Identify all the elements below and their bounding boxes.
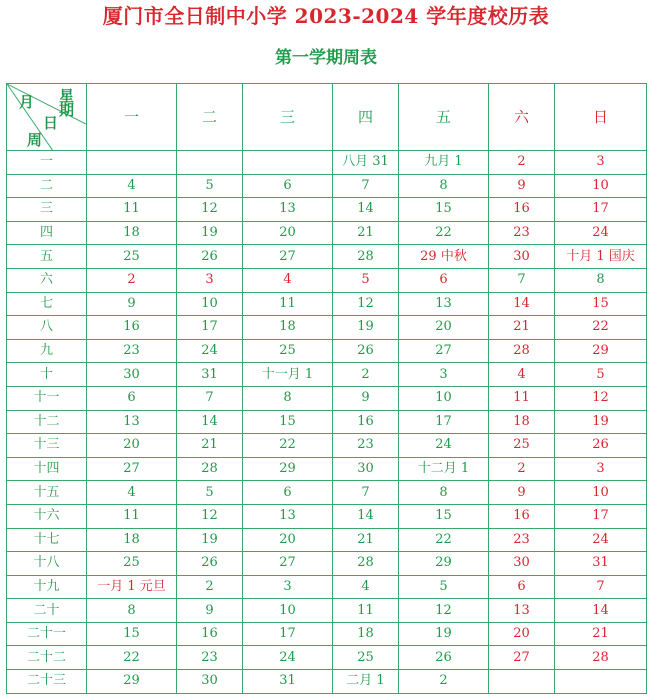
week-row	[7, 457, 647, 481]
day-cell: 3	[243, 575, 333, 599]
week-row	[7, 528, 647, 552]
day-cell: 7	[333, 174, 399, 198]
day-cell: 24	[555, 221, 647, 245]
day-cell: 19	[333, 316, 399, 340]
day-cell: 2	[489, 457, 555, 481]
day-cell: 25	[87, 552, 177, 576]
week-number-cell: 二十二	[7, 646, 87, 670]
day-cell: 19	[177, 528, 243, 552]
day-cell: 13	[243, 198, 333, 222]
day-cell: 22	[87, 646, 177, 670]
day-cell: 9	[87, 292, 177, 316]
day-cell: 9	[177, 599, 243, 623]
day-cell: 19	[555, 410, 647, 434]
day-cell: 18	[333, 622, 399, 646]
week-row	[7, 552, 647, 576]
day-cell: 12	[177, 504, 243, 528]
day-cell: 8	[243, 386, 333, 410]
day-cell: 28	[489, 339, 555, 363]
day-cell: 26	[555, 434, 647, 458]
day-cell: 11	[489, 386, 555, 410]
weekly-calendar-table	[6, 83, 647, 694]
week-row	[7, 198, 647, 222]
day-cell: 13	[87, 410, 177, 434]
week-row	[7, 434, 647, 458]
day-cell: 8	[399, 174, 489, 198]
day-cell: 5	[177, 174, 243, 198]
day-cell: 28	[333, 245, 399, 269]
day-cell: 3	[177, 268, 243, 292]
day-cell: 14	[489, 292, 555, 316]
day-cell: 6	[489, 575, 555, 599]
day-cell: 3	[555, 457, 647, 481]
day-cell: 27	[399, 339, 489, 363]
day-cell: 5	[555, 363, 647, 387]
week-number-cell: 二	[7, 174, 87, 198]
day-cell	[87, 151, 177, 175]
day-cell: 21	[177, 434, 243, 458]
day-cell: 10	[177, 292, 243, 316]
week-number-cell: 六	[7, 268, 87, 292]
week-row	[7, 504, 647, 528]
day-cell: 25	[333, 646, 399, 670]
day-cell: 10	[399, 386, 489, 410]
day-cell: 22	[399, 221, 489, 245]
day-cell: 31	[243, 670, 333, 694]
week-number-cell: 二十三	[7, 670, 87, 694]
day-cell: 29	[87, 670, 177, 694]
day-cell: 4	[333, 575, 399, 599]
day-cell: 27	[489, 646, 555, 670]
corner-label-day: 日	[43, 114, 59, 132]
header-row	[7, 84, 647, 151]
day-cell: 16	[177, 622, 243, 646]
day-cell: 9	[333, 386, 399, 410]
week-row	[7, 245, 647, 269]
day-cell: 16	[333, 410, 399, 434]
day-cell: 6	[87, 386, 177, 410]
corner-label-week: 周	[27, 131, 43, 149]
day-cell: 9	[489, 481, 555, 505]
day-cell: 25	[243, 339, 333, 363]
day-cell: 5	[177, 481, 243, 505]
day-cell: 24	[399, 434, 489, 458]
day-cell: 23	[333, 434, 399, 458]
day-cell: 4	[243, 268, 333, 292]
day-cell: 4	[489, 363, 555, 387]
weekday-header-fri: 五	[399, 84, 489, 151]
day-cell: 22	[399, 528, 489, 552]
day-cell: 28	[177, 457, 243, 481]
day-cell: 23	[489, 528, 555, 552]
day-cell: 17	[243, 622, 333, 646]
week-number-cell: 十七	[7, 528, 87, 552]
day-cell: 13	[399, 292, 489, 316]
day-cell: 26	[333, 339, 399, 363]
day-cell	[489, 670, 555, 694]
day-cell: 5	[333, 268, 399, 292]
day-cell: 二月 1	[333, 670, 399, 694]
semester-subtitle: 第一学期周表	[275, 48, 377, 68]
weekday-header-wed: 三	[243, 84, 333, 151]
day-cell: 21	[333, 221, 399, 245]
day-cell: 30	[333, 457, 399, 481]
week-number-cell: 十	[7, 363, 87, 387]
day-cell: 2	[177, 575, 243, 599]
day-cell: 6	[399, 268, 489, 292]
day-cell	[555, 670, 647, 694]
week-row	[7, 174, 647, 198]
day-cell: 14	[177, 410, 243, 434]
week-row	[7, 221, 647, 245]
day-cell: 一月 1 元旦	[87, 575, 177, 599]
day-cell: 13	[243, 504, 333, 528]
day-cell: 15	[399, 198, 489, 222]
day-cell: 18	[243, 316, 333, 340]
day-cell: 20	[243, 221, 333, 245]
week-row	[7, 599, 647, 623]
week-row	[7, 670, 647, 694]
day-cell: 18	[489, 410, 555, 434]
day-cell: 14	[333, 504, 399, 528]
corner-header-cell	[7, 84, 87, 151]
day-cell: 十月 1 国庆	[555, 245, 647, 269]
day-cell: 30	[87, 363, 177, 387]
day-cell: 23	[87, 339, 177, 363]
week-number-cell: 十六	[7, 504, 87, 528]
day-cell: 21	[555, 622, 647, 646]
day-cell: 11	[243, 292, 333, 316]
week-number-cell: 七	[7, 292, 87, 316]
day-cell: 2	[87, 268, 177, 292]
day-cell: 26	[177, 552, 243, 576]
day-cell: 29	[243, 457, 333, 481]
day-cell: 3	[555, 151, 647, 175]
day-cell: 11	[87, 198, 177, 222]
day-cell: 15	[87, 622, 177, 646]
day-cell: 30	[489, 552, 555, 576]
day-cell: 6	[243, 174, 333, 198]
day-cell: 28	[555, 646, 647, 670]
week-row	[7, 386, 647, 410]
day-cell: 24	[243, 646, 333, 670]
day-cell: 7	[555, 575, 647, 599]
day-cell: 3	[399, 363, 489, 387]
day-cell: 7	[333, 481, 399, 505]
day-cell: 十二月 1	[399, 457, 489, 481]
day-cell: 23	[177, 646, 243, 670]
day-cell: 7	[177, 386, 243, 410]
day-cell: 20	[243, 528, 333, 552]
day-cell: 26	[177, 245, 243, 269]
day-cell: 31	[177, 363, 243, 387]
day-cell: 27	[243, 245, 333, 269]
day-cell: 17	[177, 316, 243, 340]
week-row	[7, 151, 647, 175]
day-cell: 24	[555, 528, 647, 552]
day-cell: 13	[489, 599, 555, 623]
day-cell: 9	[489, 174, 555, 198]
day-cell: 12	[399, 599, 489, 623]
day-cell: 11	[87, 504, 177, 528]
day-cell: 29	[555, 339, 647, 363]
day-cell: 22	[243, 434, 333, 458]
day-cell: 2	[333, 363, 399, 387]
week-row	[7, 575, 647, 599]
day-cell: 10	[243, 599, 333, 623]
day-cell: 19	[399, 622, 489, 646]
day-cell: 22	[555, 316, 647, 340]
day-cell: 27	[87, 457, 177, 481]
day-cell: 21	[489, 316, 555, 340]
day-cell: 20	[489, 622, 555, 646]
calendar-title: 厦门市全日制中小学 2023-2024 学年度校历表	[102, 4, 550, 28]
weekday-header-sun: 日	[555, 84, 647, 151]
week-row	[7, 316, 647, 340]
day-cell: 25	[489, 434, 555, 458]
day-cell: 5	[399, 575, 489, 599]
day-cell: 12	[333, 292, 399, 316]
day-cell: 8	[399, 481, 489, 505]
day-cell: 12	[555, 386, 647, 410]
day-cell: 27	[243, 552, 333, 576]
week-number-cell: 一	[7, 151, 87, 175]
day-cell: 26	[399, 646, 489, 670]
corner-label-xing: 星	[58, 87, 74, 105]
week-row	[7, 410, 647, 434]
week-number-cell: 十八	[7, 552, 87, 576]
day-cell	[243, 151, 333, 175]
day-cell: 2	[489, 151, 555, 175]
weekday-header-mon: 一	[87, 84, 177, 151]
week-number-cell: 十三	[7, 434, 87, 458]
day-cell: 29	[399, 552, 489, 576]
day-cell: 19	[177, 221, 243, 245]
day-cell: 18	[87, 528, 177, 552]
week-row	[7, 622, 647, 646]
day-cell: 八月 31	[333, 151, 399, 175]
day-cell: 21	[333, 528, 399, 552]
day-cell: 17	[555, 504, 647, 528]
day-cell: 30	[489, 245, 555, 269]
week-number-cell: 十一	[7, 386, 87, 410]
day-cell: 8	[87, 599, 177, 623]
day-cell: 10	[555, 481, 647, 505]
day-cell: 28	[333, 552, 399, 576]
corner-label-qi: 期	[58, 101, 74, 119]
day-cell: 10	[555, 174, 647, 198]
week-number-cell: 十五	[7, 481, 87, 505]
week-row	[7, 339, 647, 363]
week-number-cell: 五	[7, 245, 87, 269]
weekday-header-sat: 六	[489, 84, 555, 151]
day-cell: 2	[399, 670, 489, 694]
day-cell: 6	[243, 481, 333, 505]
day-cell: 17	[555, 198, 647, 222]
week-row	[7, 268, 647, 292]
day-cell: 4	[87, 481, 177, 505]
day-cell	[177, 151, 243, 175]
week-number-cell: 八	[7, 316, 87, 340]
day-cell: 17	[399, 410, 489, 434]
week-number-cell: 四	[7, 221, 87, 245]
day-cell: 24	[177, 339, 243, 363]
day-cell: 16	[489, 504, 555, 528]
day-cell: 20	[399, 316, 489, 340]
week-number-cell: 二十	[7, 599, 87, 623]
day-cell: 31	[555, 552, 647, 576]
week-number-cell: 十九	[7, 575, 87, 599]
day-cell: 20	[87, 434, 177, 458]
day-cell: 15	[555, 292, 647, 316]
day-cell: 25	[87, 245, 177, 269]
week-number-cell: 十四	[7, 457, 87, 481]
day-cell: 7	[489, 268, 555, 292]
day-cell: 18	[87, 221, 177, 245]
day-cell: 16	[87, 316, 177, 340]
week-number-cell: 九	[7, 339, 87, 363]
weekday-header-thu: 四	[333, 84, 399, 151]
day-cell: 15	[399, 504, 489, 528]
day-cell: 十一月 1	[243, 363, 333, 387]
day-cell: 8	[555, 268, 647, 292]
day-cell: 12	[177, 198, 243, 222]
day-cell: 14	[555, 599, 647, 623]
week-row	[7, 646, 647, 670]
week-row	[7, 363, 647, 387]
week-row	[7, 481, 647, 505]
day-cell: 11	[333, 599, 399, 623]
day-cell: 15	[243, 410, 333, 434]
weekday-header-tue: 二	[177, 84, 243, 151]
week-number-cell: 三	[7, 198, 87, 222]
day-cell: 23	[489, 221, 555, 245]
day-cell: 九月 1	[399, 151, 489, 175]
week-row	[7, 292, 647, 316]
day-cell: 16	[489, 198, 555, 222]
day-cell: 14	[333, 198, 399, 222]
day-cell: 29 中秋	[399, 245, 489, 269]
week-number-cell: 十二	[7, 410, 87, 434]
week-number-cell: 二十一	[7, 622, 87, 646]
day-cell: 4	[87, 174, 177, 198]
day-cell: 30	[177, 670, 243, 694]
corner-label-month: 月	[19, 93, 35, 111]
